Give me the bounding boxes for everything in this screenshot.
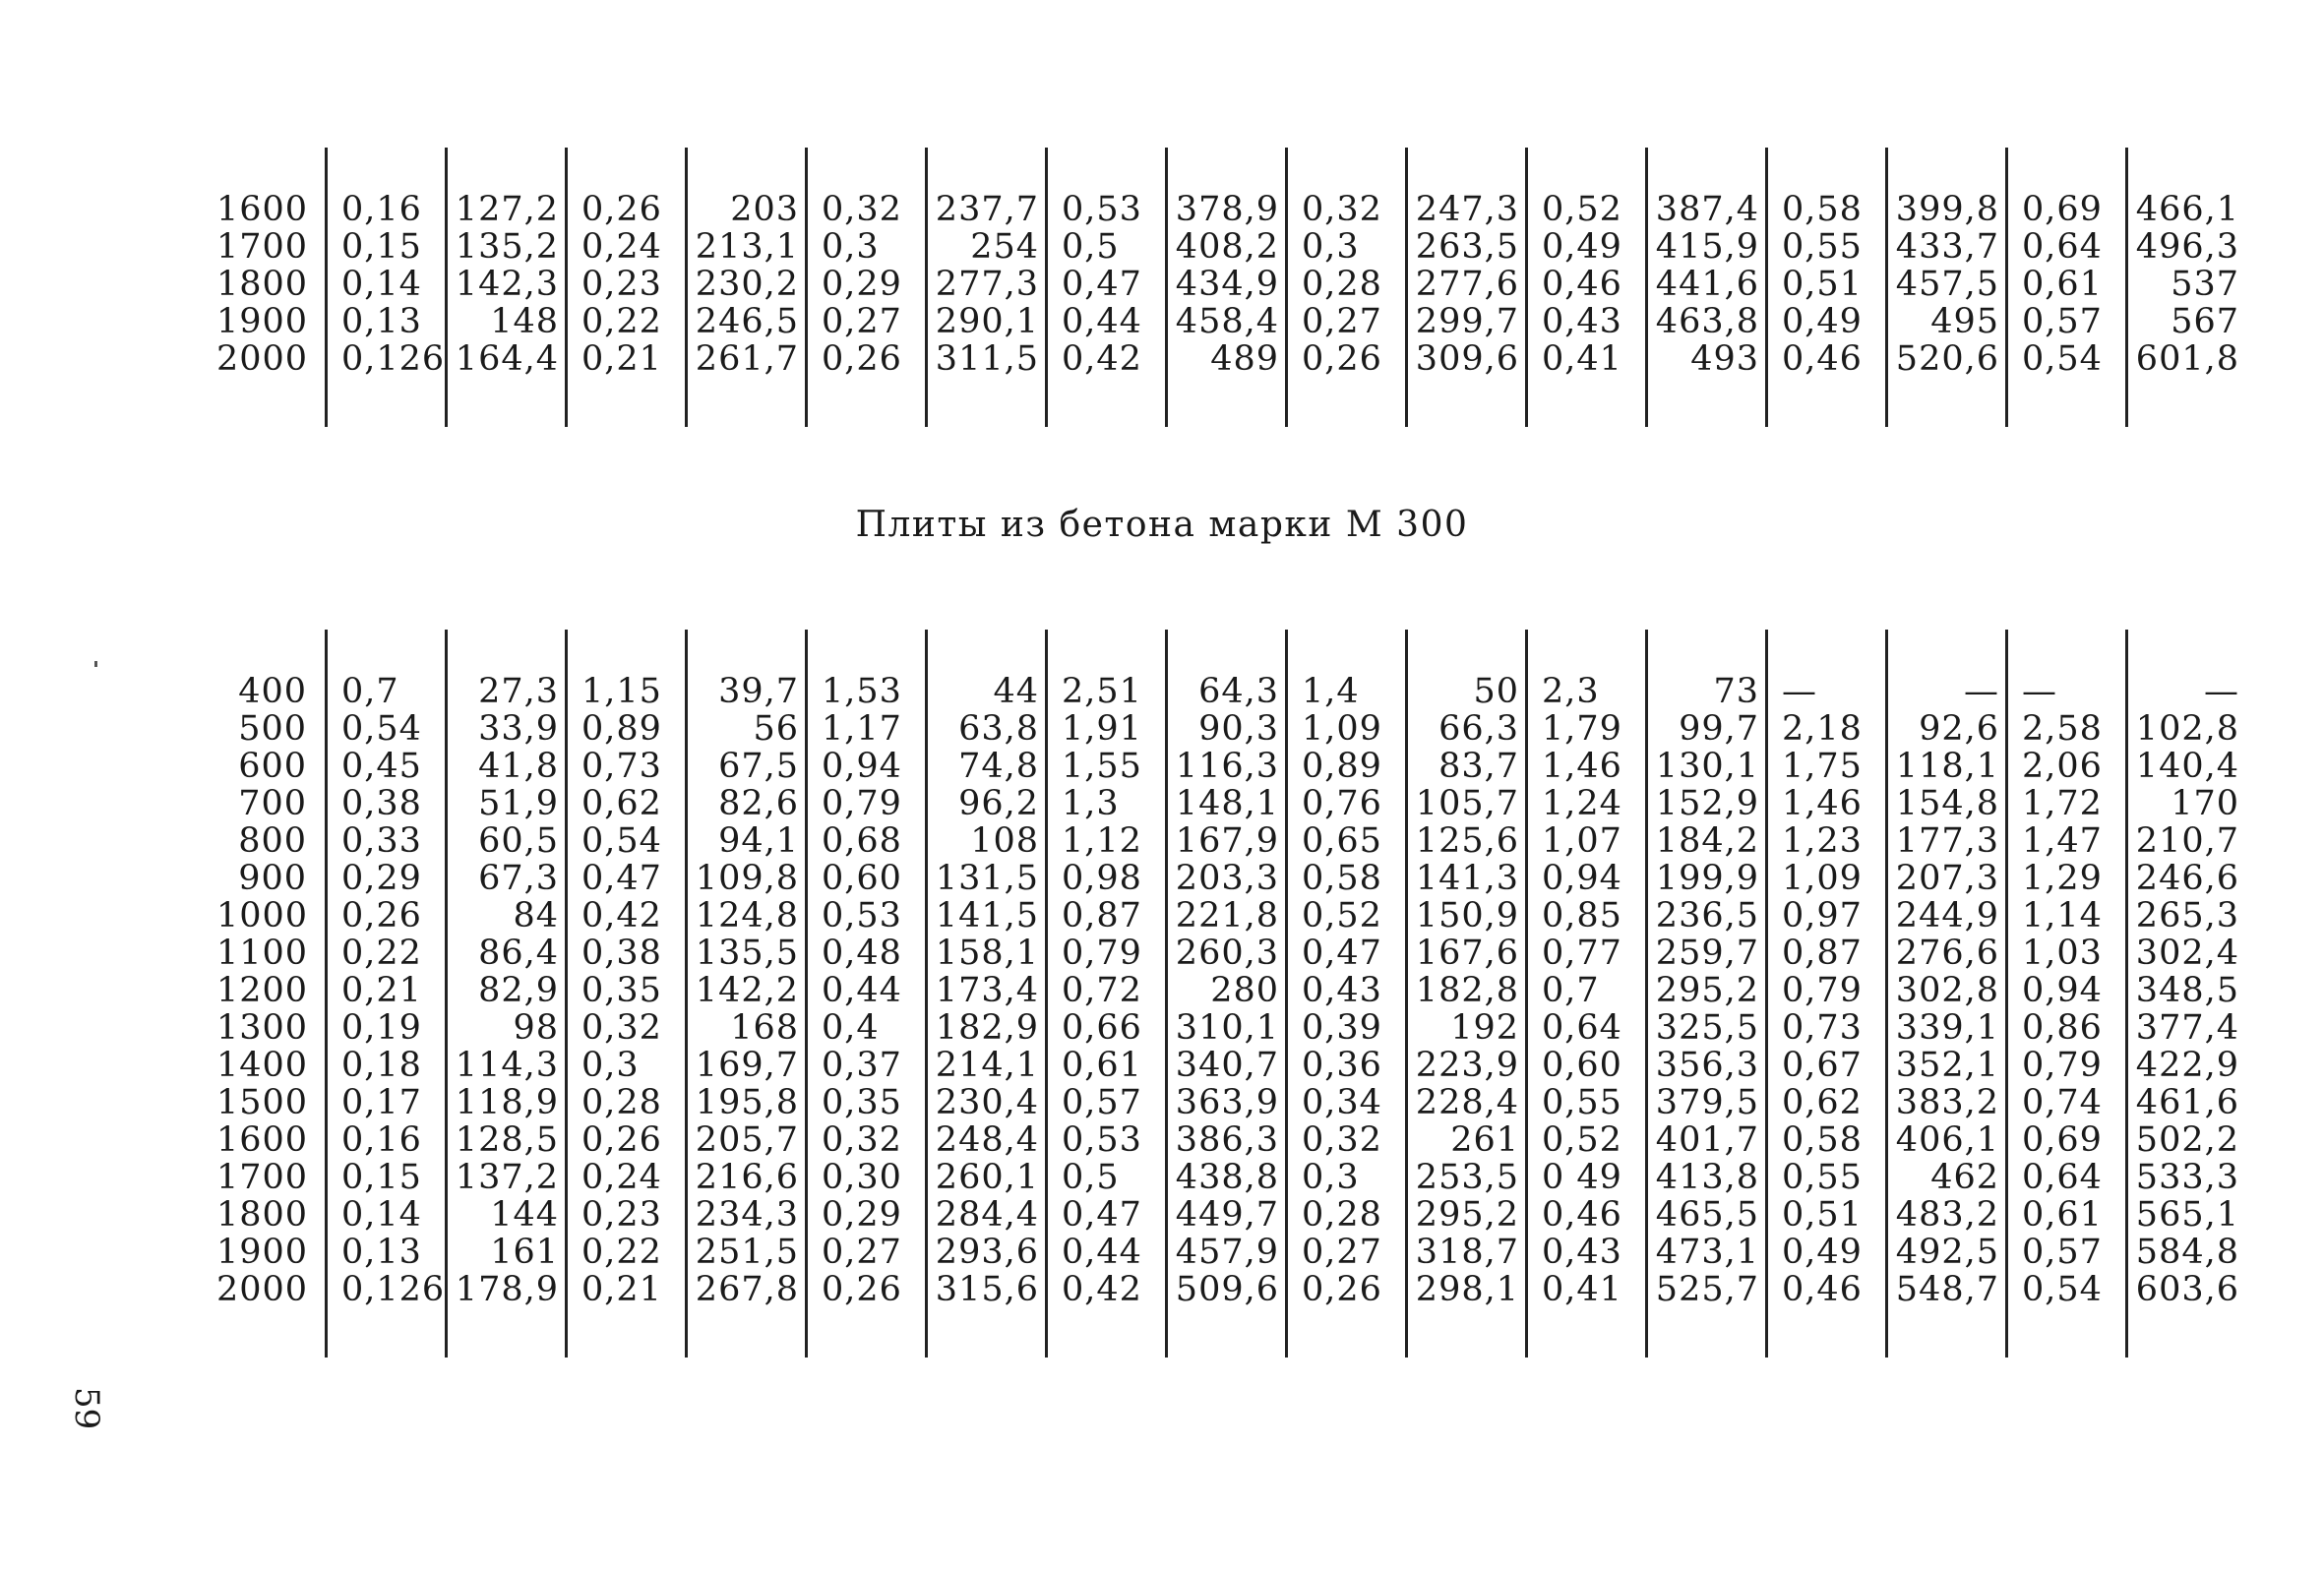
top-table bbox=[216, 148, 2283, 427]
table-column-coefficient: — 2,58 2,06 1,72 1,47 1,29 1,14 1,03 0,94 0,86 0,79 0,74 0,69 0,64 0,61 0,57 0,54 bbox=[2005, 630, 2125, 1358]
page-number: 59 bbox=[67, 1387, 106, 1430]
table-column-value: — 92,6 118,1 154,8 177,3 207,3 244,9 276,6 302,8 339,1 352,1 383,2 406,1 462 483,2 492,5 548,7 bbox=[1885, 630, 2005, 1358]
table-column-value: 399,8 433,7 457,5 495 520,6 bbox=[1885, 148, 2005, 427]
table-column-value: 237,7 254 277,3 290,1 311,5 bbox=[925, 148, 1045, 427]
table-column-coefficient: 2,51 1,91 1,55 1,3 1,12 0,98 0,87 0,79 0,72 0,66 0,61 0,57 0,53 0,5 0,47 0,44 0,42 bbox=[1045, 630, 1165, 1358]
table-column-value: 27,3 33,9 41,8 51,9 60,5 67,3 84 86,4 82,9 98 114,3 118,9 128,5 137,2 144 161 178,9 bbox=[445, 630, 565, 1358]
table-column-coefficient: 0,7 0,54 0,45 0,38 0,33 0,29 0,26 0,22 0,21 0,19 0,18 0,17 0,16 0,15 0,14 0,13 0,126 bbox=[325, 630, 445, 1358]
table-column-coefficient: 0,26 0,24 0,23 0,22 0,21 bbox=[565, 148, 685, 427]
table-column-value: 44 63,8 74,8 96,2 108 131,5 141,5 158,1 173,4 182,9 214,1 230,4 248,4 260,1 284,4 293,6 315,6 bbox=[925, 630, 1045, 1358]
table-column-value: 378,9 408,2 434,9 458,4 489 bbox=[1165, 148, 1285, 427]
table-column-value: 466,1 496,3 537 567 601,8 bbox=[2125, 148, 2245, 427]
table-column-coefficient: 0,58 0,55 0,51 0,49 0,46 bbox=[1765, 148, 1885, 427]
section-title: Плиты из бетона марки М 300 bbox=[855, 505, 1469, 545]
table-column-coefficient: 1,4 1,09 0,89 0,76 0,65 0,58 0,52 0,47 0,43 0,39 0,36 0,34 0,32 0,3 0,28 0,27 0,26 bbox=[1285, 630, 1405, 1358]
table-column-value: 64,3 90,3 116,3 148,1 167,9 203,3 221,8 260,3 280 310,1 340,7 363,9 386,3 438,8 449,7 457,9 509,6 bbox=[1165, 630, 1285, 1358]
table-column-value: 387,4 415,9 441,6 463,8 493 bbox=[1645, 148, 1765, 427]
scan-speck bbox=[94, 661, 97, 667]
table-column-coefficient: 0,16 0,15 0,14 0,13 0,126 bbox=[325, 148, 445, 427]
table-column-coefficient: 2,3 1,79 1,46 1,24 1,07 0,94 0,85 0,77 0,7 0,64 0,60 0,55 0,52 0 49 0,46 0,43 0,41 bbox=[1525, 630, 1645, 1358]
table-column-coefficient: 1,53 1,17 0,94 0,79 0,68 0,60 0,53 0,48 0,44 0,4 0,37 0,35 0,32 0,30 0,29 0,27 0,26 bbox=[805, 630, 925, 1358]
table-column-coefficient: — 2,18 1,75 1,46 1,23 1,09 0,97 0,87 0,79 0,73 0,67 0,62 0,58 0,55 0,51 0,49 0,46 bbox=[1765, 630, 1885, 1358]
table-column-coefficient: 0,32 0,3 0,29 0,27 0,26 bbox=[805, 148, 925, 427]
table-column-coefficient: 0,52 0,49 0,46 0,43 0,41 bbox=[1525, 148, 1645, 427]
table-column-coefficient: 1,15 0,89 0,73 0,62 0,54 0,47 0,42 0,38 0,35 0,32 0,3 0,28 0,26 0,24 0,23 0,22 0,21 bbox=[565, 630, 685, 1358]
table-column-span: 1600 1700 1800 1900 2000 bbox=[216, 190, 309, 379]
bottom-table bbox=[216, 630, 2283, 1358]
table-column-value: 203 213,1 230,2 246,5 261,7 bbox=[685, 148, 805, 427]
table-column-value: 50 66,3 83,7 105,7 125,6 141,3 150,9 167,6 182,8 192 223,9 228,4 261 253,5 295,2 318,7 298,1 bbox=[1405, 630, 1525, 1358]
table-column-coefficient: 0,32 0,3 0,28 0,27 0,26 bbox=[1285, 148, 1405, 427]
table-column-coefficient: 0,53 0,5 0,47 0,44 0,42 bbox=[1045, 148, 1165, 427]
table-column-value: 39,7 56 67,5 82,6 94,1 109,8 124,8 135,5 142,2 168 169,7 195,8 205,7 216,6 234,3 251,5 267,8 bbox=[685, 630, 805, 1358]
table-column-coefficient: 0,69 0,64 0,61 0,57 0,54 bbox=[2005, 148, 2125, 427]
table-column-span: 400 500 600 700 800 900 1000 1100 1200 1300 1400 1500 1600 1700 1800 1900 2000 bbox=[216, 672, 309, 1309]
table-column-value: 73 99,7 130,1 152,9 184,2 199,9 236,5 259,7 295,2 325,5 356,3 379,5 401,7 413,8 465,5 473,1 525,7 bbox=[1645, 630, 1765, 1358]
table-column-value: 247,3 263,5 277,6 299,7 309,6 bbox=[1405, 148, 1525, 427]
table-column-value: — 102,8 140,4 170 210,7 246,6 265,3 302,4 348,5 377,4 422,9 461,6 502,2 533,3 565,1 584,8 603,6 bbox=[2125, 630, 2245, 1358]
table-column-value: 127,2 135,2 142,3 148 164,4 bbox=[445, 148, 565, 427]
